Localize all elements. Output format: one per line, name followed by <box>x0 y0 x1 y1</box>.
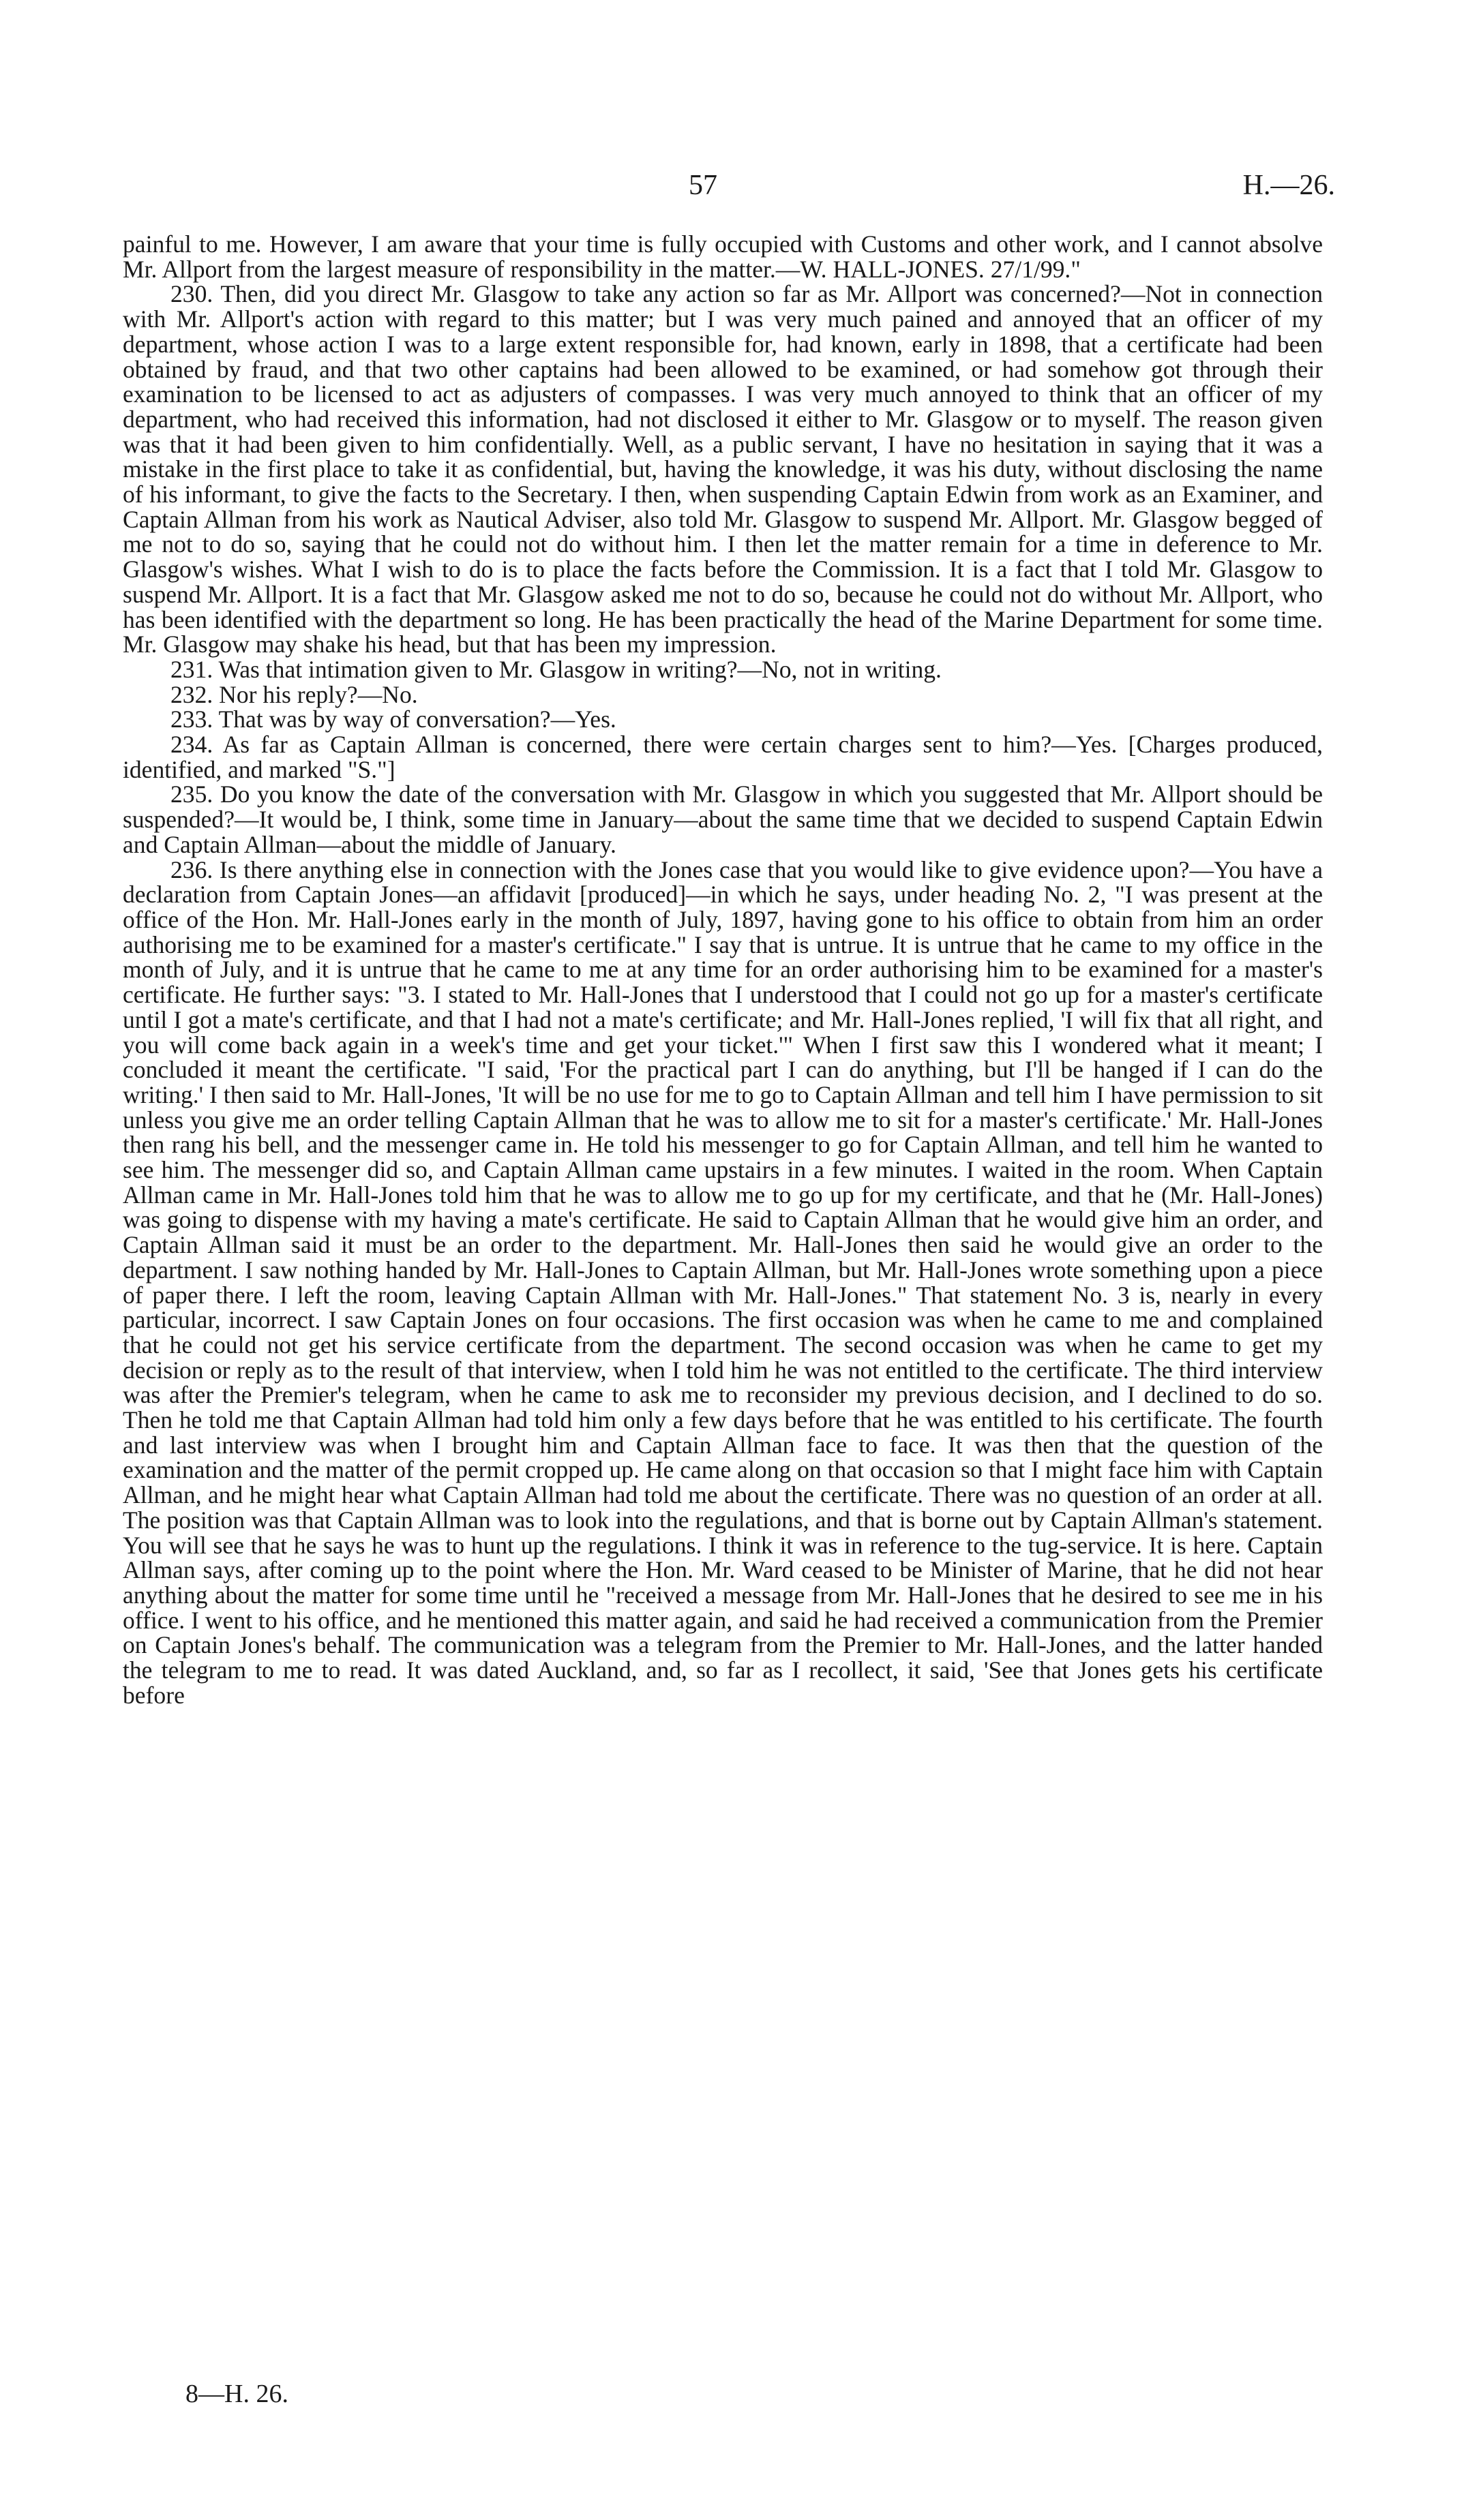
question-234: 234. As far as Captain Allman is concerned, there were certain charges sent to him?—Yes. [Charges produced, identified, and marked "S."] <box>123 731 1323 783</box>
signature-mark: 8—H. 26. <box>185 2380 288 2408</box>
document-code: H.—26. <box>1242 170 1335 201</box>
question-236: 236. Is there anything else in connection with the Jones case that you would like to give evidence upon?—You have a declaration from Captain Jones—an affidavit [produced]—in which he says, under heading No. 2, "I was present at the office of the Hon. Mr. Hall-Jones early in the month of July, 1897, having gone to his office to obtain from him an order authorising me to be examined for a master's certificate." I say that is untrue. It is untrue that he came to my office in the month of July, and it is untrue that he came to me at any time for an order authorising him to be examined for a master's certificate. He further says: "3. I stated to Mr. Hall-Jones that I understood that I could not go up for a master's certificate until I got a mate's certificate, and that I had not a mate's certificate; and Mr. Hall-Jones replied, 'I will fix that all right, and you will come back again in a week's time and get your ticket.'" When I first saw this I wondered what it meant; I concluded it meant the certificate. "I said, 'For the practical part I can do anything, but I'll be hanged if I can do the writing.' I then said to Mr. Hall-Jones, 'It will be no use for me to go to Captain Allman and tell him I have permission to sit unless you give me an order telling Captain Allman that he was to allow me to sit for a master's certificate.' Mr. Hall-Jones then rang his bell, and the messenger came in. He told his messenger to go for Captain Allman, and tell him he wanted to see him. The messenger did so, and Captain Allman came upstairs in a few minutes. I waited in the room. When Captain Allman came in Mr. Hall-Jones told him that he was to allow me to go up for my certificate, and that he (Mr. Hall-Jones) was going to dispense with my having a mate's certificate. He said to Captain Allman that he would give him an order, and Captain Allman said it must be an order to the department. Mr. Hall-Jones then said he would give an order to the department. I saw nothing handed by Mr. Hall-Jones to Captain Allman, but Mr. Hall-Jones wrote something upon a piece of paper there. I left the room, leaving Captain Allman with Mr. Hall-Jones." That statement No. 3 is, nearly in every particular, incorrect. I saw Captain Jones on four occasions. The first occasion was when he came to me and complained that he could not get his service certificate from the department. The second occasion was when he came to get my decision or reply as to the result of that interview, when I told him he was not entitled to the certificate. The third interview was after the Premier's telegram, when he came to ask me to reconsider my previous decision, and I declined to do so. Then he told me that Captain Allman had told him only a few days before that he was entitled to his certificate. The fourth and last interview was when I brought him and Captain Allman face to face. It was then that the question of the examination and the matter of the permit cropped up. He came along on that occasion so that I might face him with Captain Allman, and he might hear what Captain Allman had told me about the certificate. There was no question of an order at all. The position was that Captain Allman was to look into the regulations, and that is borne out by Captain Allman's statement. You will see that he says he was to hunt up the regulations. I think it was in reference to the tug-service. It is here. Captain Allman says, after coming up to the point where the Hon. Mr. Ward ceased to be Minister of Marine, that he did not hear anything about the matter for some time until he "received a message from Mr. Hall-Jones that he desired to see me in his office. I went to his office, and he mentioned this matter again, and said he had received a communication from the Premier on Captain Jones's behalf. The communication was a telegram from the Premier to Mr. Hall-Jones, and the latter handed the telegram to me to read. It was dated Auckland, and, so far as I recollect, it said, 'See that Jones gets his certificate before <box>123 855 1323 1709</box>
question-230: 230. Then, did you direct Mr. Glasgow to take any action so far as Mr. Allport was concerned?—Not in connection with Mr. Allport's action with regard to this matter; but I was very much pained and annoyed that an officer of my department, whose action I was to a large extent responsible for, had known, early in 1898, that a certificate had been obtained by fraud, and that two other captains had been allowed to be examined, or had somehow got through their examination to be licensed to act as adjusters of compasses. I was very much annoyed to think that an officer of my department, who had received this information, had not disclosed it either to Mr. Glasgow or to myself. The reason given was that it had been given to him confidentially. Well, as a public servant, I have no hesitation in saying that it was a mistake in the first place to take it as confidential, but, having the knowledge, it was his duty, without disclosing the name of his informant, to give the facts to the Secretary. I then, when suspending Captain Edwin from work as an Examiner, and Captain Allman from his work as Nautical Adviser, also told Mr. Glasgow to suspend Mr. Allport. Mr. Glasgow begged of me not to do so, saying that he could not do without him. I then let the matter remain for a time in deference to Mr. Glasgow's wishes. What I wish to do is to place the facts before the Commission. It is a fact that I told Mr. Glasgow to suspend Mr. Allport. It is a fact that Mr. Glasgow asked me not to do so, because he could not do without Mr. Allport, who has been identified with the department so long. He has been practically the head of the Marine Department for some time. Mr. Glasgow may shake his head, but that has been my impression. <box>123 280 1323 658</box>
paragraph-continued: painful to me. However, I am aware that your time is fully occupied with Customs and other work, and I cannot absolve Mr. Allport from the largest measure of responsibility in the matter.—W. HALL-JONES. 27/1/99." <box>123 230 1323 283</box>
page-number: 57 <box>689 170 717 201</box>
question-235: 235. Do you know the date of the conversation with Mr. Glasgow in which you suggested that Mr. Allport should be suspended?—It would be, I think, some time in January—about the same time that we decided to suspend Captain Edwin and Captain Allman—about the middle of January. <box>123 780 1323 858</box>
document-body <box>123 232 1323 1707</box>
page-header <box>0 169 1466 210</box>
question-231: 231. Was that intimation given to Mr. Glasgow in writing?—No, not in writing. <box>170 655 942 683</box>
question-233: 233. That was by way of conversation?—Yes. <box>170 705 616 733</box>
question-232: 232. Nor his reply?—No. <box>170 680 418 708</box>
